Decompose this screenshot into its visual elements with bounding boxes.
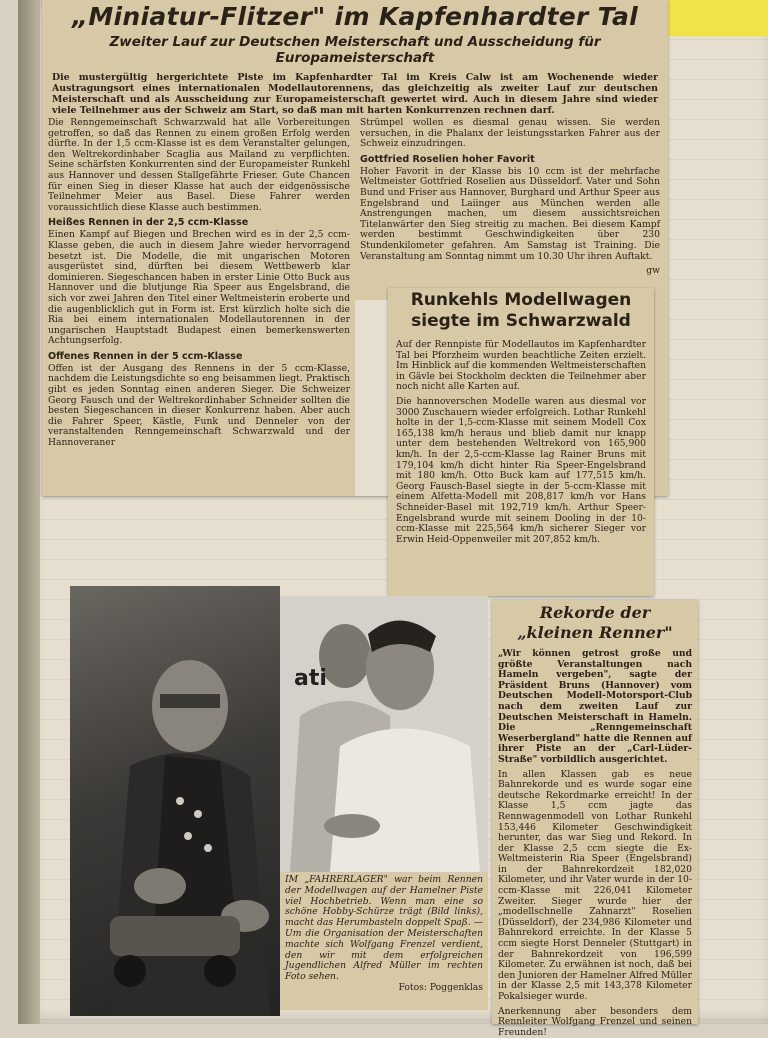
banner-lettering: ati [294,666,327,691]
article-subhead: Zweiter Lauf zur Deutschen Meisterschaft und Ausscheidung für Europameisterschaft [109,34,601,66]
article-paragraph: „Wir können getrost große und größte Veranstaltungen nach Hameln vergeben", sagte der Präsident Bruns (Hannover) vom Deutschen Modell-Motorsport-Club nach dem zweiten Lauf zur Deutschen Meisterschaft in Hameln. Die „Renngemeinschaft Weserbergland" hatte die Rennen auf ihrer Piste an der „Carl-Lüder-Straße" vorbildlich ausgerichtet. [498,648,692,765]
article-paragraph: Die hannoverschen Modelle waren aus diesmal vor 3000 Zuschauern wieder erfolgreich. Lothar Runkehl holte in der 1,5-ccm-Klasse mit seinem Modell Cox 165,138 km/h heraus und blieb damit nur knapp unter dem bestehenden Weltrekord von 165,900 km/h. In der 2,5-ccm-Klasse lag Rainer Bruns mit 179,104 km/h dicht hinter Ria Speer-Engelsbrand mit 180 km/h. Otto Buck kam auf 177,515 km/h. Georg Fausch-Basel siegte in der 5-ccm-Klasse mit einem Alfetta-Modell mit 208,817 km/h vor Hans Schneider-Basel mit 192,719 km/h. Arthur Speer-Engelsbrand wurde mit seinem Dooling in der 10-ccm-Klasse mit 225,564 km/h sicherer Sieger vor Erwin Heid-Oppenweiler mit 207,852 km/h. [396,395,646,545]
clipping-rekorde-kleinen-renner [492,600,698,1038]
article-paragraph: Die Renngemeinschaft Schwarzwald hat alle Vorbereitungen getroffen, so daß das Rennen zu einem großen Erfolg werden dürfte. In der 1,5 ccm-Klasse ist es dem Veranstalter gelungen, den Weltrekordinhaber Scaglia aus Mailand zu verpflichten. Seine schärfsten Konkurrenten sind der Europameister Runkehl aus Hannover und dessen Stallgefährte Frieser. Gute Chancen für einen Sieg in dieser Klasse hat auch der eidgenössische Teilnehmer Meier aus Basel. Diese Fahrer werden voraussichtlich diese Klasse auch bestimmen. [48,117,350,213]
headline-line-1: Rekorde der [539,603,651,622]
article-paragraph: Hoher Favorit in der Klasse bis 10 ccm ist der mehrfache Weltmeister Gottfried Roselien aus Düsseldorf. Vater und Sohn Bund und Friser aus Hannover, Burghard und Arthur Speer aus Engelsbrand und Laiinger aus München werden alle Anstrengungen machen, um diesem aussichtsreichen Titelanwärter den Sieg streitig zu machen. Bei diesem Kampf werden bestimmt Geschwindigkeiten über 230 Stundenkilometer gefahren. Am Samstag ist Training. Die Veranstaltung am Sonntag nimmt um 10.30 Uhr ihren Auftakt. [360,165,660,262]
photo-mechanic-with-model-car [70,586,280,1016]
article-paragraph: Offen ist der Ausgang des Rennens in der 5 ccm-Klasse, nachdem die Leistungsdichte so eng beisammen liegt. Praktisch gibt es jeden Sonntag einen anderen Sieger. Die Schweizer Georg Fausch und der Weltrekordinhaber Schneider sollten die besten Siegeschancen in dieser Konkurrenz haben. Aber auch die Fahrer Speer, Kästle, Funk und Denneler von der veranstaltenden Renngemeinschaft Schwarzwald und der Hannoveraner [48,362,350,449]
photo-caption [280,872,488,1010]
article-paragraph: Anerkennung aber besonders dem Rennleiter Wolfgang Frenzel und seinen Freunden! [498,1005,692,1038]
author-signature: gw [646,265,660,277]
article-headline: Runkehls Modellwagen siegte im Schwarzwald [410,290,632,331]
article-subheading: Gottfried Roselien hoher Favorit [360,153,535,165]
photo-image-right [280,596,488,872]
photo-credit: Fotos: Poggenklas [398,981,483,993]
article-paragraph: Einen Kampf auf Biegen und Brechen wird es in der 2,5 ccm-Klasse geben, die auch in diesem Jahre wieder hervorragend besetzt ist. Die Modelle, die mit ungarischen Motoren ausgerüstet sind, dürften bei diesem Wettbewerb klar dominieren. Siegeschancen haben in erster Linie Otto Buck aus Hannover und die blutjunge Ria Speer aus Engelsbrand, die sich vor zwei Jahren den Titel einer Weltmeisterin eroberte und die augenblicklich gut in Form ist. Erst kürzlich holte sich die Ria bei einem internationalen Modellautorennen in der ungarischen Hauptstadt Budapest einen bemerkenswerten Achtungserfolg. [48,229,350,347]
page-binding-edge [18,0,40,1024]
clipping-runkehls-modellwagen [388,288,654,596]
article-headline [498,603,692,643]
article-column-left [48,118,350,453]
photo-two-young-men [280,596,488,872]
article-subheading: Offenes Rennen in der 5 ccm-Klasse [48,350,243,362]
article-paragraph: Strümpel wollen es diesmal genau wissen. Sie werden versuchen, in die Phalanx der leistungsstarken Fahrer aus der Schweiz einzudringen. [360,117,660,150]
article-lead: Die mustergültig hergerichtete Piste im Kapfenhardter Tal im Kreis Calw ist am Wochenende wieder Austragungsort eines internationalen Modellautorennens, das gleichzeitig als zweiter Lauf zur deutschen Meisterschaft und als Ausscheidung zur Europameisterschaft gewertet wird. Auch in diesem Jahre sind wieder viele Teilnehmer aus der Schweiz am Start, so daß man mit harten Konkurrenzen rechnen darf. [52,72,658,116]
article-headline: „Miniatur-Flitzer" im Kapfenhardter Tal [71,2,639,31]
caption-text: IM „FAHRERLAGER" war beim Rennen der Modellwagen auf der Hamelner Piste viel Hochbetrieb. Wenn man eine so schöne Hobby-Schürze trägt (Bild links), macht das Herumbasteln doppelt Spaß. — Um die Organisation der Meisterschaften machte sich Wolfgang Frenzel verdient, den wir mit dem erfolgreichen Jugendlichen Alfred Müller im rechten Foto sehen. [285,874,483,983]
article-column-right [360,118,660,281]
article-subheading: Heißes Rennen in der 2,5 ccm-Klasse [48,217,249,229]
photo-image-left [70,586,280,1016]
article-paragraph: Auf der Rennpiste für Modellautos im Kapfenhardter Tal bei Pforzheim wurden beachtliche Zeiten erzielt. Im Hinblick auf die kommenden Weltmeisterschaften in Gävle bei Stockholm deckten die Teilnehmer aber noch nicht alle Karten auf. [396,339,646,393]
article-paragraph: In allen Klassen gab es neue Bahnrekorde und es wurde sogar eine deutsche Rekordmarke erreicht! In der Klasse 1,5 ccm jagte das Rennwagenmodell von Lothar Runkehl 153,446 Kilometer Geschwindigkeit herunter, das war Sieg und Rekord. In der Klasse 2,5 ccm siegte die Ex-Weltmeisterin Ria Speer (Engelsbrand) in der Bahnrekordzeit 182,020 Kilometer, und ihr Vater wurde in der 10-ccm-Klasse mit 226,041 Kilometer Zweiter. Sieger wurde hier der „modellschnelle Zahnarzt" Roselien (Düsseldorf), der 234,986 Kilometer und Bahnrekord erreichte. In der Klasse 5 ccm siegte Horst Denneler (Stuttgart) in der Bahnrekordzeit von 196,599 Kilometer. Zu erwähnen ist noch, daß bei den Junioren der Hamelner Alfred Müller in der Klasse 2,5 mit 143,378 Kilometer Pokalsieger wurde. [498,768,692,1002]
headline-line-2: „kleinen Renner" [517,623,673,642]
